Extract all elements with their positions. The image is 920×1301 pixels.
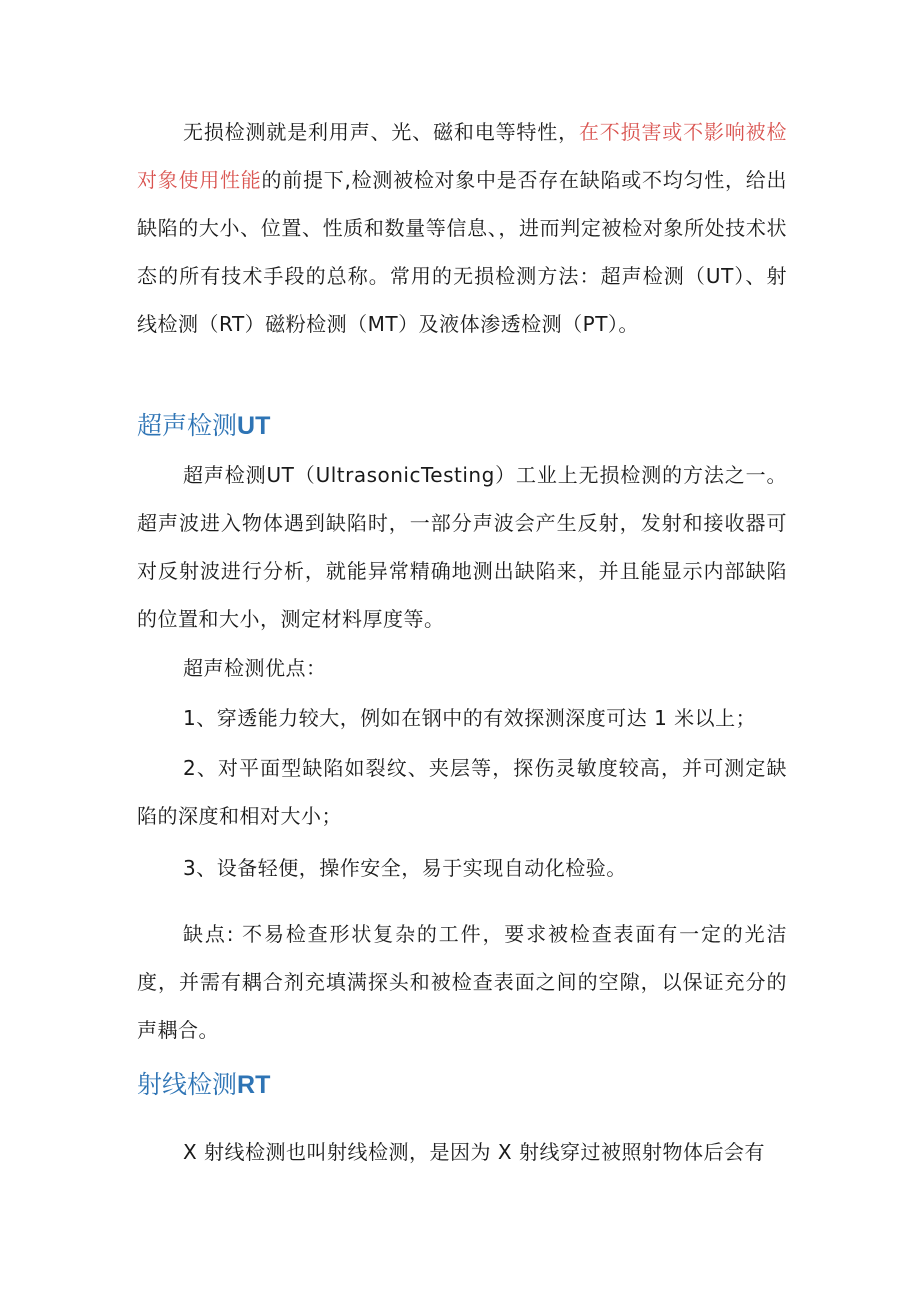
intro-text-part2: 的前提下,检测被检对象中是否存在缺陷或不均匀性，给出缺陷的大小、位置、性质和数量等信息、，进而判定被检对象所处技术状态的所有技术手段的总称。常用的无损检测方法：超声检测（UT）、射线检测（RT）磁粉检测（MT）及液体渗透检测（PT）。 (137, 168, 788, 336)
rt-intro-paragraph: X 射线检测也叫射线检测，是因为 X 射线穿过被照射物体后会有 (183, 1140, 765, 1164)
intro-highlight-text: 在不损害或不影响被检对象使用性能 (137, 120, 788, 192)
section-heading-ut-text: 超声检测 (137, 411, 238, 440)
ut-advantage-1: 1、穿透能力较大，例如在钢中的有效探测深度可达 1 米以上； (183, 706, 757, 730)
intro-text-part1: 无损检测就是利用声、光、磁和电等特性， (183, 120, 579, 144)
section-heading-rt-text: 射线检测 (137, 1070, 238, 1099)
ut-disadvantages-paragraph: 缺点: 不易检查形状复杂的工件，要求被检查表面有一定的光洁度，并需有耦合剂充填满探头和被检查表面之间的空隙，以保证充分的声耦合。 (137, 922, 787, 1042)
section-heading-rt-code: RT (237, 1071, 271, 1099)
ut-intro-paragraph: 超声检测UT（UltrasonicTesting）工业上无损检测的方法之一。超声波进入物体遇到缺陷时，一部分声波会产生反射，发射和接收器可对反射波进行分析，就能异常精确地测出缺陷来，并且能显示内部缺陷的位置和大小，测定材料厚度等。 (137, 463, 787, 631)
ut-advantage-3: 3、设备轻便，操作安全，易于实现自动化检验。 (183, 856, 627, 880)
section-heading-ut (137, 409, 270, 443)
section-heading-rt (137, 1068, 270, 1102)
intro-paragraph (137, 108, 787, 348)
ut-advantage-2: 2、对平面型缺陷如裂纹、夹层等，探伤灵敏度较高，并可测定缺陷的深度和相对大小； (137, 756, 787, 828)
ut-advantages-title: 超声检测优点： (183, 656, 327, 680)
section-heading-ut-code: UT (237, 412, 271, 440)
